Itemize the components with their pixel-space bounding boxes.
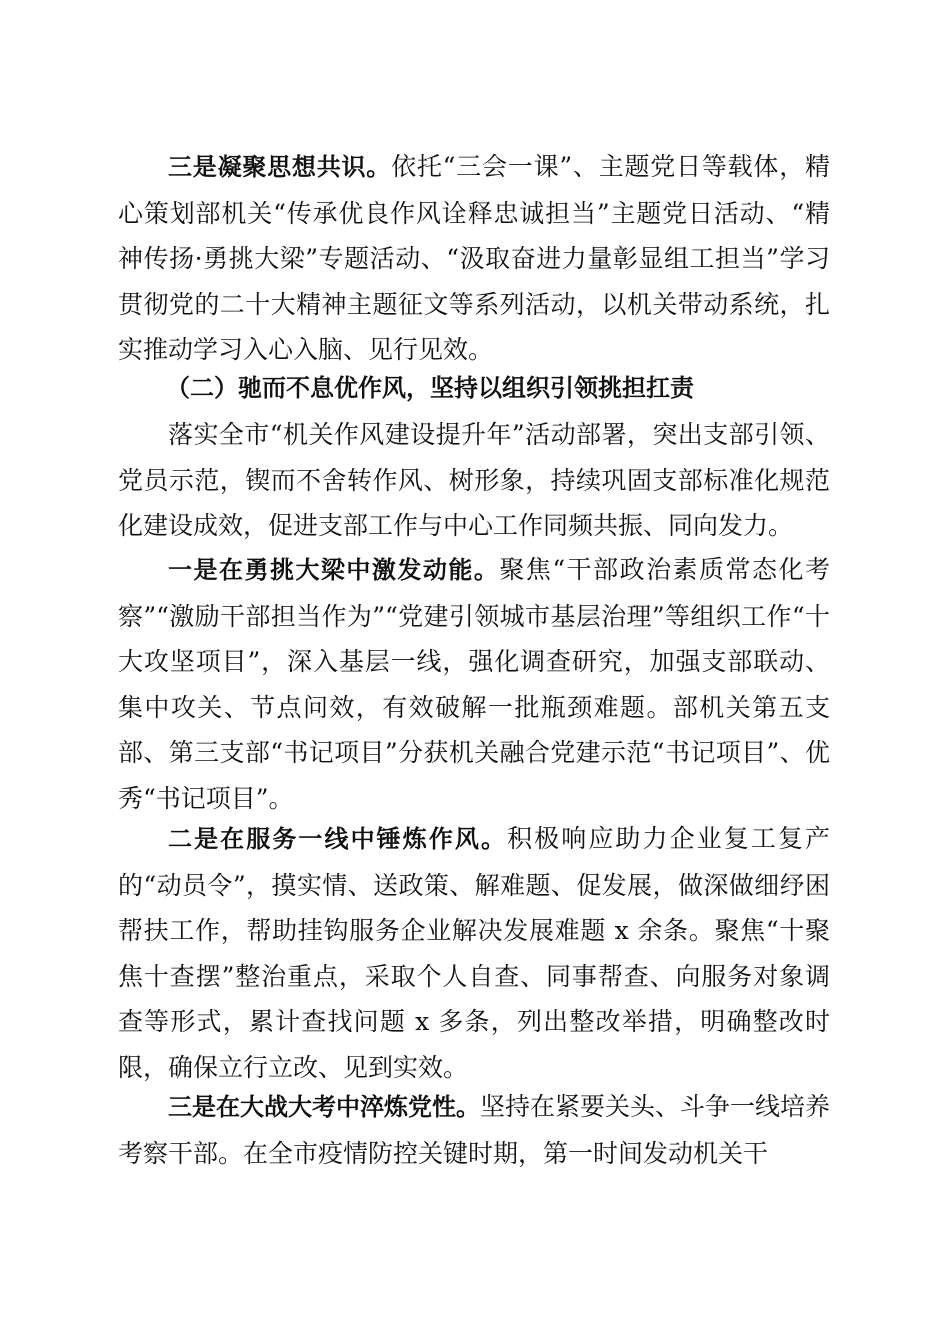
- point-3-block: [118, 1084, 830, 1176]
- point-1-block: [118, 547, 830, 821]
- point-2-block: [118, 816, 830, 1090]
- paragraph-1-lead: 三是凝聚思想共识。: [168, 153, 392, 181]
- paragraph-1: [118, 144, 830, 373]
- point-3-text: [118, 1084, 830, 1176]
- intro-paragraph-block: [118, 412, 830, 549]
- point-1-lead: 一是在勇挑大梁中激发动能。: [168, 556, 500, 584]
- point-3-lead: 三是在大战大考中淬炼党性。: [168, 1093, 480, 1121]
- paragraph-1-body: 依托“三会一课”、主题党日等载体，精心策划部机关“传承优良作风诠释忠诚担当”主题党日活动、“精神传扬·勇挑大梁”专题活动、“汲取奋进力量彰显组工担当”学习贯彻党的二十大精神主题征文等系列活动，以机关带动系统，扎实推动学习入心入脑、见行见效。: [118, 152, 830, 364]
- point-2-text: [118, 816, 830, 1090]
- point-1-text: [118, 547, 830, 821]
- point-1-body: 聚焦“干部政治素质常态化考察”“激励干部担当作为”“党建引领城市基层治理”等组织工作“十大攻坚项目”，深入基层一线，强化调查研究，加强支部联动、集中攻关、节点问效，有效破解一批瓶颈难题。部机关第五支部、第三支部“书记项目”分获机关融合党建示范“书记项目”、优秀“书记项目”。: [118, 555, 830, 813]
- paragraph-1-text: [118, 144, 830, 373]
- point-2-lead: 二是在服务一线中锤炼作风。: [168, 825, 508, 853]
- section-heading: （二）驰而不息优作风，坚持以组织引领挑担扛责: [166, 374, 694, 402]
- point-2-body: 积极响应助力企业复工复产的“动员令”，摸实情、送政策、解难题、促发展，做深做细纾困帮扶工作，帮助挂钩服务企业解决发展难题 x 余条。聚焦“十聚焦十查摆”整治重点，采取个人自查、同事帮查、向服务对象调查等形式，累计查找问题 x 多条，列出整改举措，明确整改时限，确保立行立改、见到实效。: [118, 824, 830, 1082]
- section-heading-block: [118, 366, 830, 412]
- intro-paragraph: 落实全市“机关作风建设提升年”活动部署，突出支部引领、党员示范，锲而不舍转作风、树形象，持续巩固支部标准化规范化建设成效，促进支部工作与中心工作同频共振、同向发力。: [118, 420, 830, 540]
- point-3-body: 坚持在紧要关头、斗争一线培养考察干部。在全市疫情防控关键时期，第一时间发动机关干: [118, 1092, 831, 1168]
